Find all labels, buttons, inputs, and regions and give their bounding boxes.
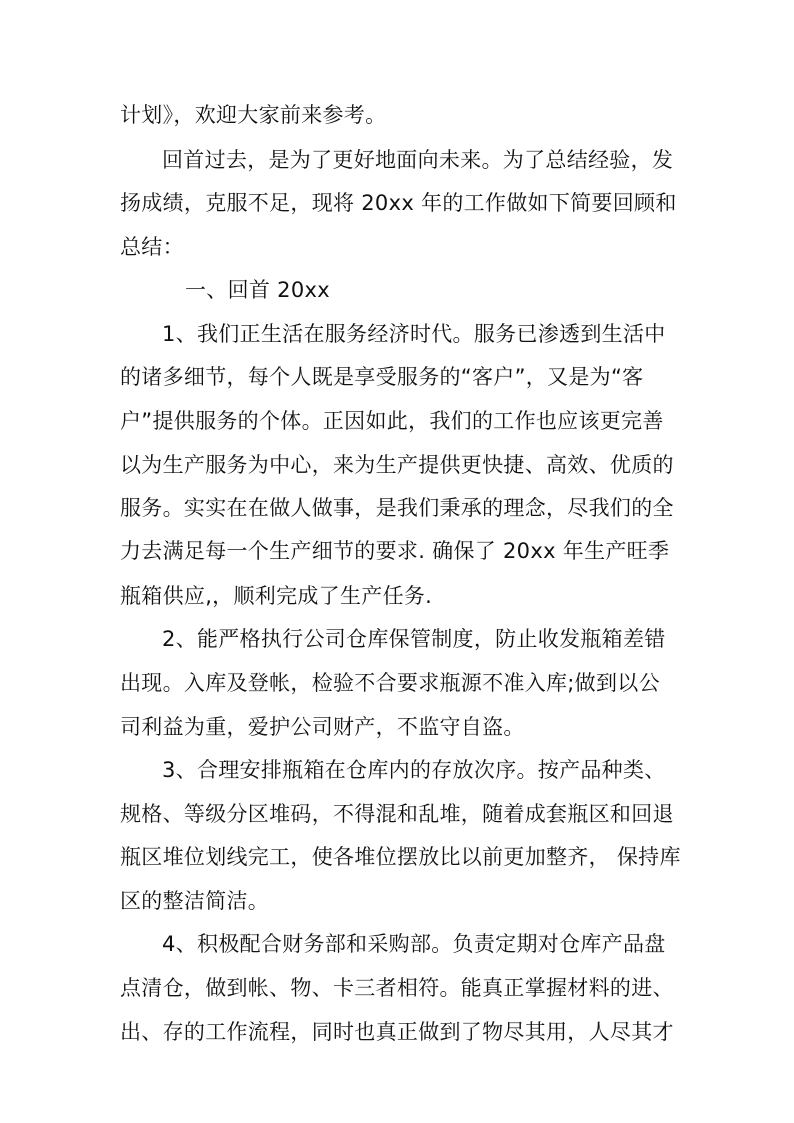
text-line: 计划》，欢迎大家前来参考。 [120,103,387,127]
section-heading: 一、回首 20xx [185,278,330,302]
text-line: 以为生产服务为中心，来为生产提供更快捷、高效、优质的 [120,453,674,477]
text-line: 回首过去，是为了更好地面向未来。为了总结经验，发 [162,148,674,172]
text-line: 出现。入库及登帐，检验不合要求瓶源不准入库;做到以公 [120,671,660,695]
text-line: 点清仓，做到帐、物、卡三者相符。能真正掌握材料的进、 [120,976,674,1000]
text-line: 2、能严格执行公司仓库保管制度，防止收发瓶箱差错 [162,627,666,651]
text-line: 瓶箱供应,，顺利完成了生产任务. [120,584,433,608]
text-line: 服务。实实在在做人做事，是我们秉承的理念，尽我们的全 [120,496,674,520]
text-line: 的诸多细节，每个人既是享受服务的“客户”，又是为“客 [120,365,644,389]
text-line: 瓶区堆位划线完工，使各堆位摆放比以前更加整齐， 保持库 [120,845,681,869]
text-line: 户”提供服务的个体。正因如此，我们的工作也应该更完善 [120,409,664,433]
text-line: 1、我们正生活在服务经济时代。服务已渗透到生活中 [162,322,666,346]
text-line: 出、存的工作流程，同时也真正做到了物尽其用，人尽其才 [120,1020,674,1044]
text-line: 规格、等级分区堆码，不得混和乱堆，随着成套瓶区和回退 [120,802,674,826]
text-line: 力去满足每一个生产细节的要求. 确保了 20xx 年生产旺季 [120,539,670,563]
text-line: 3、合理安排瓶箱在仓库内的存放次序。按产品种类、 [162,758,666,782]
text-line: 4、积极配合财务部和采购部。负责定期对仓库产品盘 [162,932,666,956]
text-line: 司利益为重，爱护公司财产，不监守自盗。 [120,715,525,739]
text-line: 总结： [120,235,184,259]
text-line: 扬成绩，克服不足，现将 20xx 年的工作做如下简要回顾和 [120,191,677,215]
text-line: 区的整洁简洁。 [120,889,270,913]
